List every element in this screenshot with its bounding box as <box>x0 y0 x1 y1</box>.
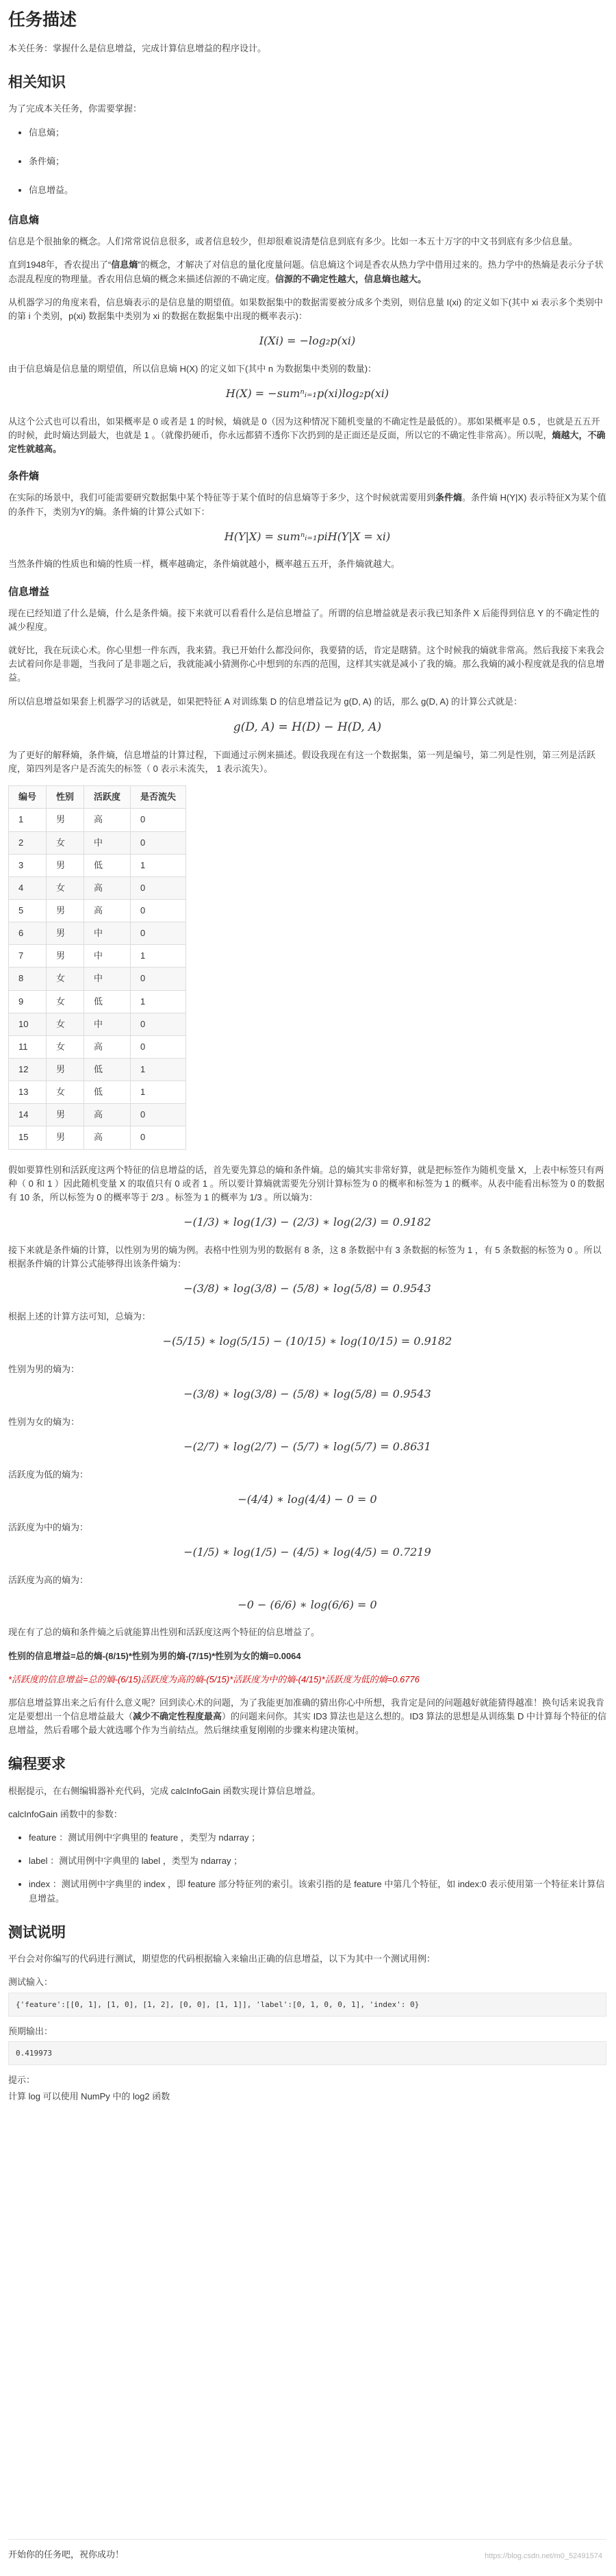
knowledge-heading: 相关知识 <box>8 74 66 90</box>
table-cell: 4 <box>9 876 47 899</box>
formula-mid-entropy: −(1/5) ∗ log(1/5) − (4/5) ∗ log(4/5) = 0.7219 <box>183 1545 431 1558</box>
table-row <box>9 831 186 854</box>
table-cell: 0 <box>131 876 186 899</box>
entropy-para-4: 由于信息熵是信息量的期望值，所以信息熵 H(X) 的定义如下(其中 n 为数据集中类别的数量)： <box>8 363 377 374</box>
formula-total-entropy: −(1/3) ∗ log(1/3) − (2/3) ∗ log(2/3) = 0.9182 <box>183 1215 431 1228</box>
table-cell: 男 <box>47 945 84 968</box>
table-cell: 1 <box>131 1081 186 1104</box>
formula-high-entropy: −0 − (6/6) ∗ log(6/6) = 0 <box>238 1598 377 1611</box>
formula-entropy: H(X) = −sumⁿᵢ₌₁p(xi)log₂p(xi) <box>225 386 389 400</box>
list-item: • feature ：测试用例中字典里的 feature ，类型为 ndarray ； <box>29 1831 606 1845</box>
table-cell: 中 <box>84 922 131 945</box>
test-heading: 测试说明 <box>8 1924 66 1941</box>
formula-low-entropy: −(4/4) ∗ log(4/4) − 0 = 0 <box>238 1492 377 1506</box>
calc-para-1: 假如要算性别和活跃度这两个特征的信息增益的话，首先要先算总的熵和条件熵。总的熵其实非常好算，就是把标签作为随机变量 X，上表中标签只有两种（ 0 和 1 ）因此随机变量 X 的取值只有 0 或者 1 。所以要计算熵就需要先分别计算标签为 0 的概率和标签为 1 的概率。从表中能看出标签为 0 的数据有 10 条，所以标签为 0 的概率等于 2/3 。标签为 1 的概率为 1/3 。所以熵为： <box>8 1164 605 1202</box>
label-female-entropy: 性别为女的熵为： <box>8 1416 80 1427</box>
list-item: • label ：测试用例中字典里的 label ，类型为 ndarray ； <box>29 1854 606 1868</box>
table-cell: 11 <box>9 1035 47 1058</box>
table-cell: 男 <box>47 854 84 876</box>
calc-para-5: 那信息增益算出来之后有什么意义呢？回到读心术的问题，为了我能更加准确的猜出你心中所想，我肯定是问的问题越好就能猜得越准！换句话来说我肯定是要想出一个信息增益最大（减少不确定性程度最高）的问题来问你。其实 ID3 算法也是这么想的。ID3 算法的思想是从训练集 D 中计算每个特征的信息增益，然后看哪个最大就选哪个作为当前结点。然后继续重复刚刚的步骤来构建决策树。 <box>8 1697 606 1736</box>
conditional-para-2: 当然条件熵的性质也和熵的性质一样，概率越确定，条件熵就越小，概率越五五开，条件熵就越大。 <box>8 559 400 570</box>
table-cell: 低 <box>84 1081 131 1104</box>
table-cell: 中 <box>84 968 131 990</box>
table-cell: 6 <box>9 922 47 945</box>
calc-para-4: 现在有了总的熵和条件熵之后就能算出性别和活跃度这两个特征的信息增益了。 <box>8 1627 320 1638</box>
conditional-para-1: 在实际的场景中，我们可能需要研究数据集中某个特征等于某个值时的信息熵等于多少，这个时候就需要用到条件熵。条件熵 H(Y|X) 表示特征X为某个值的条件下，类别为Y的熵。条件熵的计算公式如下： <box>8 492 606 517</box>
entropy-term: 信息熵 <box>111 260 138 270</box>
footer-text: 开始你的任务吧，祝你成功！ <box>8 2549 125 2560</box>
table-cell: 女 <box>47 990 84 1013</box>
table-cell: 女 <box>47 1081 84 1104</box>
entropy-para-5: 从这个公式也可以看出，如果概率是 0 或者是 1 的时候，熵就是 0（因为这种情况下随机变量的不确定性是最低的）。那如果概率是 0.5 ，也就是五五开的时候，此时熵达到最大，也就是 1 。（就像扔硬币，你永远都猜不透你下次扔到的是正面还是反面，所以它的不确定性非常高）。所以呢，熵越大，不确定性就越高。 <box>8 416 606 454</box>
table-cell: 1 <box>131 990 186 1013</box>
requirements-para-1: 根据提示，在右侧编辑器补充代码，完成 calcInfoGain 函数实现计算信息增益。 <box>8 1785 321 1796</box>
requirements-heading: 编程要求 <box>8 1756 66 1773</box>
params-list <box>8 1831 606 1906</box>
table-header: 编号 <box>9 786 47 809</box>
gain-para-4: 为了更好的解释熵，条件熵，信息增益的计算过程，下面通过示例来描述。假设我现在有这一个数据集，第一列是编号，第二列是性别，第三列是活跃度，第四列是客户是否流失的标签（ 0 表示未流失， 1 表示流失）。 <box>8 750 596 774</box>
table-header: 是否流失 <box>131 786 186 809</box>
list-item: • 条件熵； <box>29 155 606 168</box>
table-cell: 中 <box>84 945 131 968</box>
footer <box>8 2539 606 2562</box>
table-row <box>9 809 186 831</box>
table-cell: 男 <box>47 1126 84 1149</box>
formula-conditional: H(Y|X) = sumⁿᵢ₌₁piH(Y|X = xi) <box>224 529 391 543</box>
table-cell: 10 <box>9 1013 47 1035</box>
table-cell: 女 <box>47 1013 84 1035</box>
test-input-label: 测试输入： <box>8 1977 53 1988</box>
table-cell: 女 <box>47 968 84 990</box>
test-output-label: 预期输出： <box>8 2025 53 2036</box>
table-cell: 0 <box>131 1126 186 1149</box>
table-row <box>9 1104 186 1126</box>
table-cell: 0 <box>131 1013 186 1035</box>
label-male-entropy: 性别为男的熵为： <box>8 1363 80 1374</box>
table-cell: 1 <box>131 1058 186 1081</box>
gain-para-1: 现在已经知道了什么是熵，什么是条件熵。接下来就可以看看什么是信息增益了。所谓的信息增益就是表示我已知条件 X 后能得到信息 Y 的不确定性的减少程度。 <box>8 607 600 632</box>
formula-male-entropy: −(3/8) ∗ log(3/8) − (5/8) ∗ log(5/8) = 0.9543 <box>183 1387 431 1400</box>
table-cell: 低 <box>84 1058 131 1081</box>
list-item: • 信息熵； <box>29 126 606 140</box>
table-row <box>9 990 186 1013</box>
table-cell: 13 <box>9 1081 47 1104</box>
table-cell: 7 <box>9 945 47 968</box>
table-cell: 0 <box>131 1035 186 1058</box>
table-cell: 0 <box>131 1104 186 1126</box>
table-cell: 15 <box>9 1126 47 1149</box>
table-cell: 高 <box>84 900 131 922</box>
table-cell: 中 <box>84 831 131 854</box>
table-cell: 9 <box>9 990 47 1013</box>
knowledge-list <box>8 126 606 197</box>
table-cell: 0 <box>131 968 186 990</box>
entropy-conclusion: 熵越大，不确定性就越高。 <box>8 429 606 454</box>
watermark: https://blog.csdn.net/m0_52491574 <box>485 2552 602 2560</box>
table-row <box>9 1013 186 1035</box>
gain-heading: 信息增益 <box>8 585 50 598</box>
table-row <box>9 1035 186 1058</box>
entropy-heading: 信息熵 <box>8 214 40 226</box>
conditional-term: 条件熵 <box>435 492 463 503</box>
table-cell: 高 <box>84 1126 131 1149</box>
table-row <box>9 854 186 876</box>
entropy-para-3: 从机器学习的角度来看，信息熵表示的是信息量的期望值。如果数据集中的数据需要被分成多个类别，则信息量 I(xi) 的定义如下(其中 xi 表示多个类别中的第 i 个类别，p(xi) 数据集中类别为 xi 的数据在数据集中出现的概率表示)： <box>8 296 603 321</box>
gain-para-2: 就好比，我在玩读心术。你心里想一件东西，我来猜。我已开始什么都没问你，我要猜的话，肯定是瞎猜。这个时候我的熵就非常高。然后我接下来我会去试着问你是非题，当我问了是非题之后，我就能减小猜测你心中想到的东西的范围，这样其实就是减小了我的熵。那么我熵的减小程度就是我的信息增益。 <box>8 645 605 683</box>
table-cell: 男 <box>47 922 84 945</box>
data-table <box>8 785 186 1149</box>
test-para-1: 平台会对你编写的代码进行测试，期望您的代码根据输入来输出正确的信息增益，以下为其中一个测试用例： <box>8 1954 436 1965</box>
table-row <box>9 876 186 899</box>
entropy-para-2: 直到1948年，香农提出了“信息熵”的概念，才解决了对信息的量化度量问题。信息熵这个词是香农从热力学中借用过来的。热力学中的热熵是表示分子状态混乱程度的物理量。香农用信息熵的概念来描述信源的不确定度。信源的不确定性越大，信息熵也越大。 <box>8 260 604 284</box>
gain-sex: 性别的信息增益=总的熵-(8/15)*性别为男的熵-(7/15)*性别为女的熵=0.0064 <box>8 1650 301 1661</box>
table-row <box>9 1081 186 1104</box>
entropy-emphasis: 信源的不确定性越大，信息熵也越大。 <box>275 273 427 284</box>
task-heading: 任务描述 <box>8 10 77 29</box>
requirements-para-2: calcInfoGain 函数中的参数： <box>8 1809 123 1819</box>
table-cell: 男 <box>47 1104 84 1126</box>
gain-para-3: 所以信息增益如果套上机器学习的话就是，如果把特征 A 对训练集 D 的信息增益记为 g(D, A) 的话，那么 g(D, A) 的计算公式就是： <box>8 696 523 707</box>
table-header: 性别 <box>47 786 84 809</box>
table-cell: 高 <box>84 809 131 831</box>
table-row <box>9 968 186 990</box>
table-body <box>9 809 186 1149</box>
gain-activity: *活跃度的信息增益=总的熵-(6/15)活跃度为高的熵-(5/15)*活跃度为中的熵-(4/15)*活跃度为低的熵=0.6776 <box>8 1674 420 1684</box>
hint-text: 计算 log 可以使用 NumPy 中的 log2 函数 <box>8 2091 170 2101</box>
formula-gain: g(D, A) = H(D) − H(D, A) <box>233 720 382 734</box>
table-row <box>9 945 186 968</box>
table-cell: 0 <box>131 922 186 945</box>
table-cell: 12 <box>9 1058 47 1081</box>
knowledge-intro: 为了完成本关任务，你需要掌握： <box>8 103 142 114</box>
formula-total-entropy-2: −(5/15) ∗ log(5/15) − (10/15) ∗ log(10/15) = 0.9182 <box>162 1334 452 1348</box>
table-cell: 0 <box>131 809 186 831</box>
table-cell: 男 <box>47 809 84 831</box>
table-cell: 男 <box>47 1058 84 1081</box>
test-output-code: 0.419973 <box>8 2041 606 2065</box>
table-cell: 2 <box>9 831 47 854</box>
table-cell: 女 <box>47 831 84 854</box>
formula-male-conditional: −(3/8) ∗ log(3/8) − (5/8) ∗ log(5/8) = 0.9543 <box>183 1282 431 1296</box>
conditional-heading: 条件熵 <box>8 470 40 483</box>
calc-emphasis: 减少不确定性程度最高 <box>133 1711 222 1722</box>
table-row <box>9 900 186 922</box>
table-cell: 1 <box>131 945 186 968</box>
table-cell: 8 <box>9 968 47 990</box>
list-item: • 信息增益。 <box>29 184 606 197</box>
formula-female-entropy: −(2/7) ∗ log(2/7) − (5/7) ∗ log(5/7) = 0.8631 <box>183 1439 431 1453</box>
table-header-row <box>9 786 186 809</box>
table-cell: 3 <box>9 854 47 876</box>
table-row <box>9 1058 186 1081</box>
table-cell: 14 <box>9 1104 47 1126</box>
test-input-code: {'feature':[[0, 1], [1, 0], [1, 2], [0, 0], [1, 1]], 'label':[0, 1, 0, 0, 1], 'index': 0} <box>8 1993 606 2017</box>
table-cell: 高 <box>84 1035 131 1058</box>
table-row <box>9 1126 186 1149</box>
table-cell: 1 <box>131 854 186 876</box>
table-header: 活跃度 <box>84 786 131 809</box>
calc-para-2: 接下来就是条件熵的计算，以性别为男的熵为例。表格中性别为男的数据有 8 条，这 8 条数据中有 3 条数据的标签为 1 ，有 5 条数据的标签为 0 。所以根据条件熵的计算公式能够得出该条件熵为： <box>8 1244 602 1269</box>
formula-information: I(Xi) = −log₂p(xi) <box>259 333 356 347</box>
list-item: • index ：测试用例中字典里的 index ，即 feature 部分特征列的索引。该索引指的是 feature 中第几个特征，如 index:0 表示使用第一个特征来计算信息增益。 <box>29 1878 606 1905</box>
table-cell: 0 <box>131 900 186 922</box>
table-cell: 高 <box>84 876 131 899</box>
label-mid-entropy: 活跃度为中的熵为： <box>8 1521 89 1532</box>
table-cell: 0 <box>131 831 186 854</box>
table-cell: 中 <box>84 1013 131 1035</box>
table-cell: 女 <box>47 1035 84 1058</box>
table-cell: 男 <box>47 900 84 922</box>
label-low-entropy: 活跃度为低的熵为： <box>8 1469 89 1480</box>
hint-label: 提示： <box>8 2074 36 2085</box>
table-row <box>9 922 186 945</box>
table-cell: 1 <box>9 809 47 831</box>
table-cell: 高 <box>84 1104 131 1126</box>
table-cell: 女 <box>47 876 84 899</box>
entropy-para-1: 信息是个很抽象的概念。人们常常说信息很多，或者信息较少，但却很难说清楚信息到底有多少。比如一本五十万字的中文书到底有多少信息量。 <box>8 236 578 247</box>
label-high-entropy: 活跃度为高的熵为： <box>8 1574 89 1585</box>
task-description: 本关任务：掌握什么是信息增益，完成计算信息增益的程序设计。 <box>8 42 267 53</box>
table-cell: 5 <box>9 900 47 922</box>
calc-para-3: 根据上述的计算方法可知，总熵为： <box>8 1311 151 1322</box>
table-cell: 低 <box>84 854 131 876</box>
table-cell: 低 <box>84 990 131 1013</box>
